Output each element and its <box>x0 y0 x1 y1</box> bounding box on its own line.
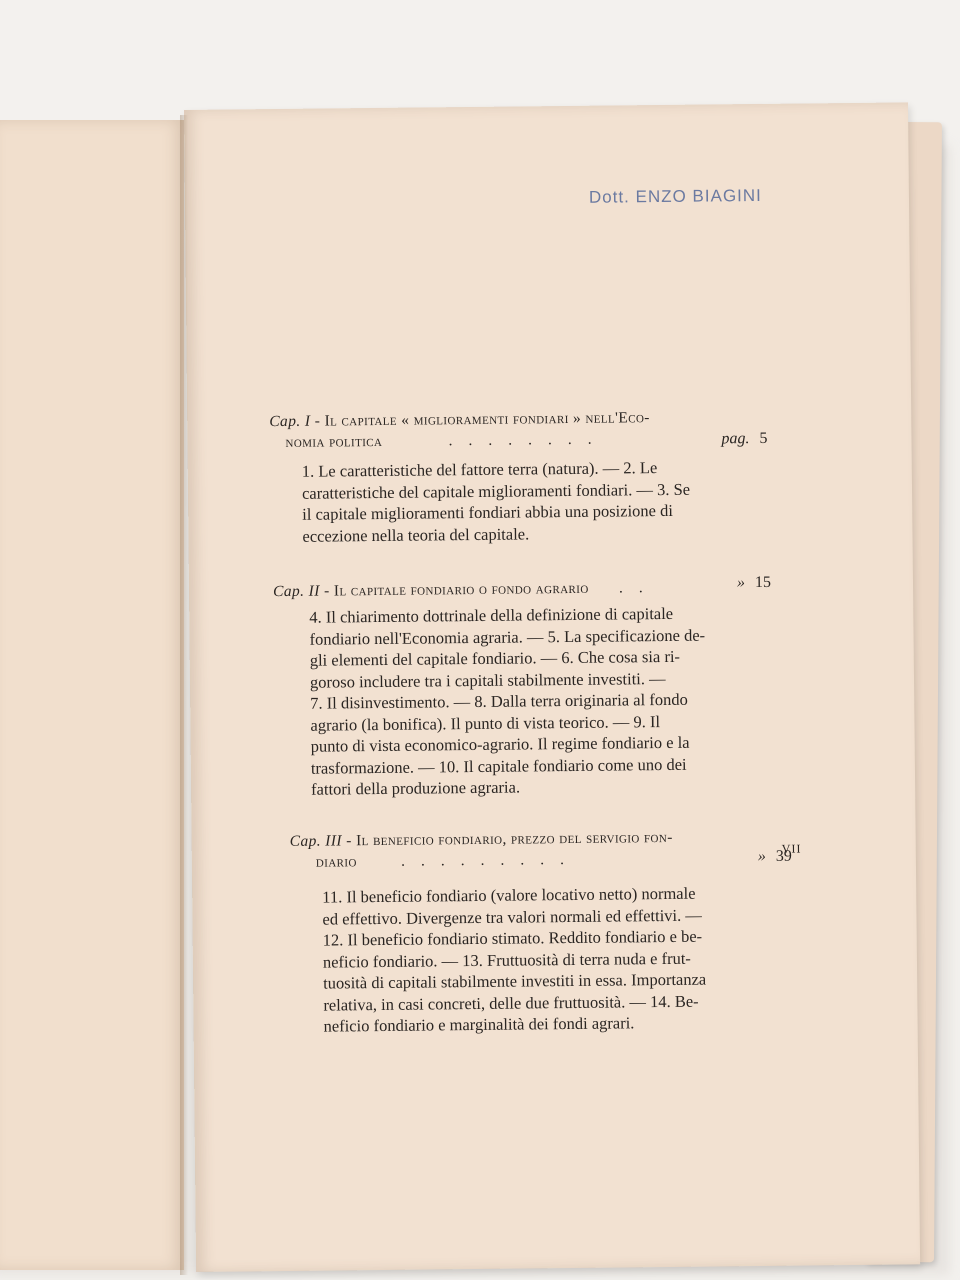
summary-line: 11. Il beneficio fondiario (valore locativo netto) normale <box>322 883 696 907</box>
chapter-2-page-number: 15 <box>754 573 772 592</box>
chapter-1-title-line1: - Il capitale « miglioramenti fondiari » nell'Eco- <box>314 409 650 430</box>
chapter-1-page-number: 5 <box>759 429 768 447</box>
summary-line: goroso includere tra i capitali stabilmente investiti. — <box>309 668 666 692</box>
book-gutter <box>180 115 188 1275</box>
chapter-3-page-prefix: » <box>757 847 766 866</box>
chapter-2-heading <box>273 577 659 602</box>
summary-line: eccezione nella teoria del capitale. <box>302 523 530 546</box>
summary-line: neficio fondiario e marginalità dei fondi agrari. <box>323 1013 635 1036</box>
chapter-1-leader-dots: ........ <box>448 430 608 450</box>
summary-line: neficio fondiario. — 13. Fruttuosità di terra nuda e frut- <box>322 948 691 972</box>
chapter-2-label: Cap. II <box>272 582 320 601</box>
chapter-3-page-number: 39 <box>775 847 792 865</box>
chapter-3-title-line2: diario <box>315 853 357 871</box>
chapter-3-leader-dots: ......... <box>400 850 581 870</box>
chapter-2-leader-dots: .. <box>618 579 659 597</box>
summary-line: gli elementi del capitale fondiario. — 6. Che cosa sia ri- <box>309 646 681 670</box>
summary-line: fondiario nell'Economia agraria. — 5. La specificazione de- <box>309 625 706 649</box>
chapter-2-page-prefix: » <box>736 574 746 592</box>
chapter-3-summary <box>322 881 824 1037</box>
owner-stamp: Dott. ENZO BIAGINI <box>588 185 762 207</box>
summary-line: punto di vista economico-agrario. Il regime fondiario e la <box>310 732 690 756</box>
chapter-1-page-prefix: pag. <box>721 430 750 448</box>
summary-line: relativa, in casi concreti, delle due fruttuosità. — 14. Be- <box>323 991 699 1015</box>
summary-line: 1. Le caratteristiche del fattore terra (natura). — 2. Le <box>301 458 658 481</box>
chapter-3-label: Cap. III <box>289 832 343 850</box>
chapter-2-pageref <box>737 574 771 592</box>
summary-line: tuosità di capitali stabilmente investiti in essa. Importanza <box>323 969 707 993</box>
summary-line: 12. Il beneficio fondiario stimato. Reddito fondiario e be- <box>322 926 703 950</box>
chapter-2-title: - Il capitale fondiario o fondo agrario <box>323 579 589 600</box>
summary-line: fattori della produzione agraria. <box>311 777 521 799</box>
summary-line: 7. Il disinvestimento. — 8. Dalla terra originaria al fondo <box>310 689 688 713</box>
chapter-3-title-line1: - Il beneficio fondiario, prezzo del servigio fon- <box>346 828 673 850</box>
chapter-1-heading <box>269 407 650 453</box>
summary-line: trasformazione. — 10. Il capitale fondiario come uno dei <box>310 754 687 778</box>
chapter-2-summary <box>309 601 811 800</box>
summary-line: caratteristiche del capitale miglioramenti fondiari. — 3. Se <box>301 479 691 503</box>
summary-line: ed effettivo. Divergenze tra valori normali ed effettivi. — <box>322 905 702 929</box>
summary-line: 4. Il chiarimento dottrinale della definizione di capitale <box>309 603 674 627</box>
summary-line: agrario (la bonifica). Il punto di vista teorico. — 9. Il <box>310 711 661 735</box>
chapter-1-summary <box>302 456 803 547</box>
page-folio: VII <box>781 841 802 856</box>
left-page <box>0 120 184 1270</box>
right-page <box>184 102 920 1272</box>
chapter-1-pageref <box>721 430 767 448</box>
chapter-3-heading <box>290 827 674 873</box>
summary-line: il capitale miglioramenti fondiari abbia una posizione di <box>302 500 674 524</box>
chapter-1-label: Cap. I <box>269 412 311 431</box>
chapter-1-title-line2: nomia politica <box>285 432 383 451</box>
